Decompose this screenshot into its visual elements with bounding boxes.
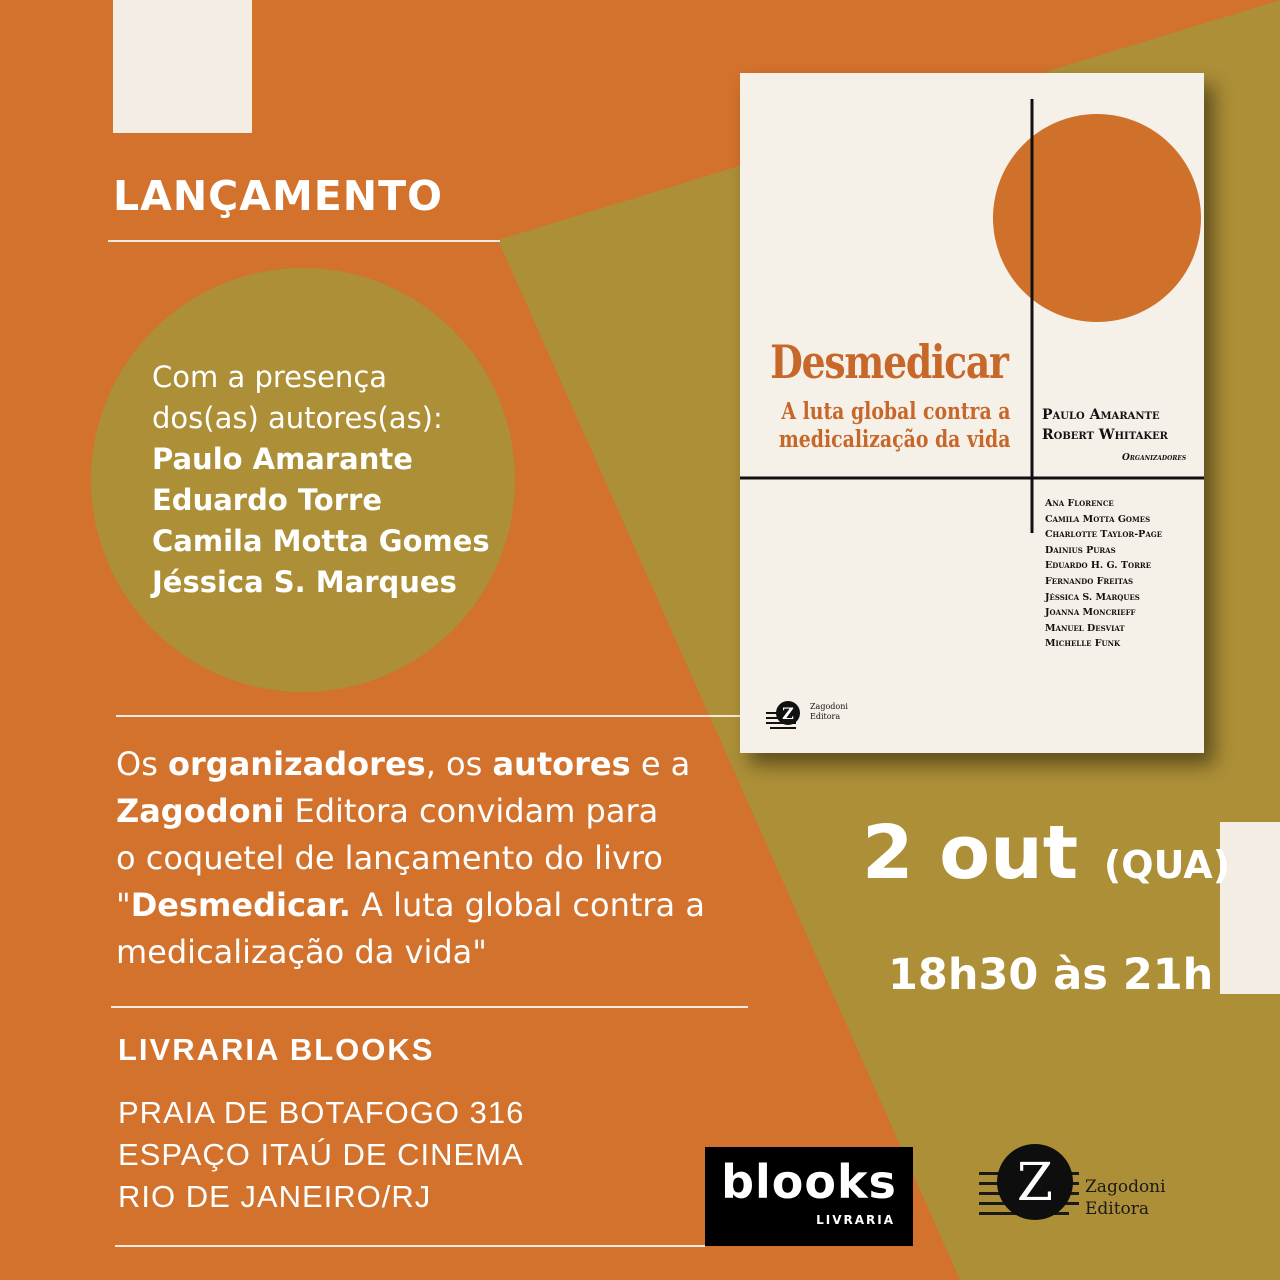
invitation-text [116,741,776,976]
event-weekday: (QUA) [1103,843,1231,887]
zagodoni-logo-icon [975,1138,1085,1233]
invite-bold: organizadores [168,745,426,783]
contributor-name: Ana Florence [1045,498,1114,509]
book-subtitle-line: A luta global contra a [780,398,1010,425]
book-subtitle [778,398,1010,454]
invite-line-5: medicalização da vida" [116,933,487,971]
invite-text: , os [425,745,493,783]
book-title: Desmedicar [770,335,1008,389]
contributor-name: Manuel Desviat [1045,622,1125,634]
venue-name: LIVRARIA BLOOKS [118,1032,435,1067]
contributor-name: Camila Motta Gomes [1045,513,1151,525]
divider-top [108,240,500,242]
invite-bold: autores [492,745,631,783]
invite-text: Editora convidam para [284,792,659,830]
author-name: Eduardo Torre [152,483,382,517]
zagodoni-logo-letter: Z [1016,1153,1054,1213]
author-name: Paulo Amarante [152,442,413,476]
event-day: 2 out [862,810,1079,896]
venue-address [118,1092,524,1218]
invite-line-2 [116,788,776,835]
contributor-name: Fernando Freitas [1045,575,1134,587]
invite-text: " [116,886,131,924]
event-time: 18h30 às 21h [888,950,1214,1000]
contributor-name: Charlotte Taylor-Page [1045,529,1163,541]
event-label: LANÇAMENTO [113,172,443,220]
divider-middle [116,715,746,717]
divider-lower [111,1006,748,1008]
contributor-name: Eduardo H. G. Torre [1045,560,1152,572]
address-line: ESPAÇO ITAÚ DE CINEMA [118,1137,524,1172]
event-date [862,810,1230,896]
invite-line-3: o coquetel de lançamento do livro [116,839,663,877]
invite-line-1 [116,741,776,788]
blooks-wordmark: blooks [721,1155,897,1209]
zagodoni-logo-name [1085,1176,1166,1220]
contributor-name: Jéssica S. Marques [1045,591,1140,603]
presence-line-1: Com a presença [152,360,388,394]
zagodoni-line: Editora [1085,1199,1150,1219]
address-line: PRAIA DE BOTAFOGO 316 [118,1095,525,1130]
invite-text: Os [116,745,169,783]
invite-bold: Desmedicar. [130,886,351,924]
invite-text: A luta global contra a [350,886,705,924]
publisher-line: Zagodoni [810,702,848,711]
book-cover [740,73,1204,753]
book-organizers [1042,405,1168,445]
top-left-cream-square [113,0,252,133]
svg-text:Z: Z [782,704,794,723]
address-line: RIO DE JANEIRO/RJ [118,1179,432,1214]
book-publisher-name [810,702,848,722]
contributor-name: Dainius Puras [1045,544,1116,556]
divider-bottom [115,1245,705,1247]
invite-line-4 [116,882,776,929]
blooks-subtitle: LIVRARIA [816,1213,895,1227]
presence-line-2: dos(as) autores(as): [152,401,443,435]
zagodoni-line: Zagodoni [1085,1177,1166,1197]
organizer-name: Paulo Amarante [1042,407,1160,423]
cover-circle [993,114,1201,322]
contributor-name: Joanna Moncrieff [1045,607,1136,619]
book-subtitle-line: medicalização da vida [778,426,1010,453]
zagodoni-mark-icon [766,698,810,730]
organizer-name: Robert Whitaker [1042,427,1168,443]
zagodoni-editora-logo [975,1138,1205,1233]
invite-text: e a [630,745,691,783]
presence-block [152,357,490,603]
contributor-name: Michelle Funk [1045,638,1121,650]
book-publisher-logo [766,698,848,734]
blooks-livraria-logo [705,1147,913,1246]
publisher-line: Editora [810,712,841,721]
author-name: Camila Motta Gomes [152,524,490,558]
book-contributors [1045,496,1162,652]
invite-bold: Zagodoni [116,792,285,830]
organizers-role: Organizadores [1122,453,1187,463]
author-name: Jéssica S. Marques [152,565,457,599]
